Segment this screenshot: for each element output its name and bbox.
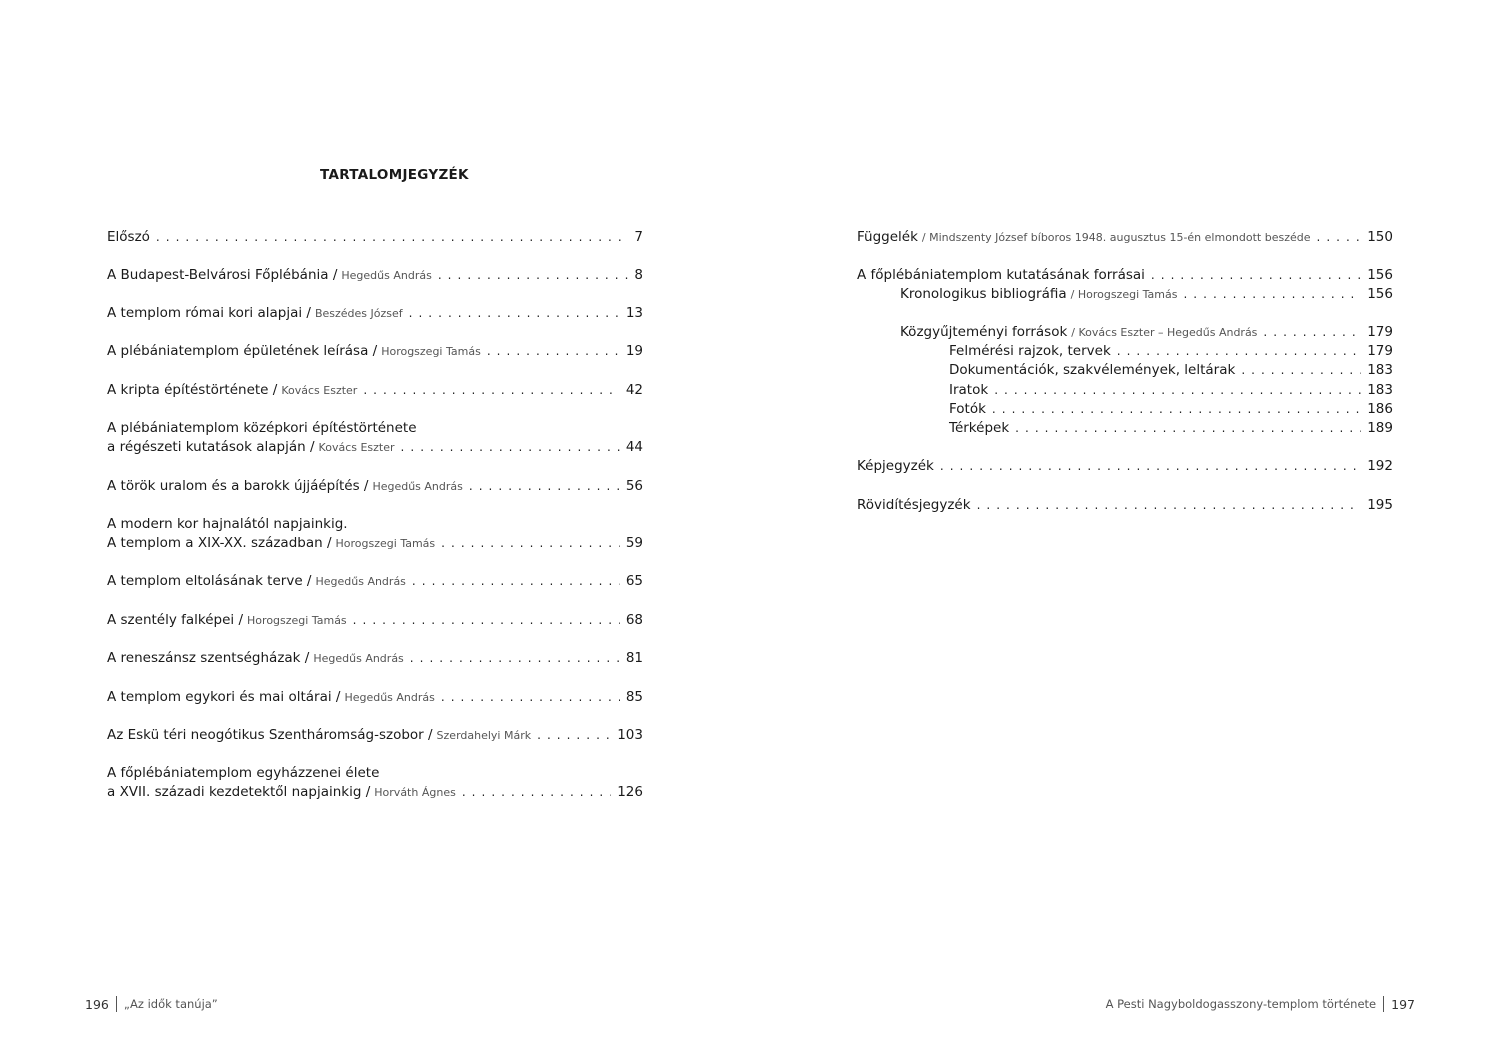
toc-entry bbox=[107, 764, 643, 802]
entry-title: A plébániatemplom épületének leírása / bbox=[107, 343, 378, 359]
entry-title: Az Eskü téri neogótikus Szentháromság-szobor / bbox=[107, 727, 433, 743]
entry-page: 19 bbox=[625, 343, 643, 359]
dot-leader bbox=[353, 611, 620, 630]
footer-divider bbox=[116, 996, 117, 1012]
entry-author: Horogszegi Tamás bbox=[335, 537, 436, 550]
toc-entry bbox=[107, 266, 643, 285]
entry-page: 68 bbox=[625, 612, 643, 628]
toc-subentry bbox=[857, 323, 1393, 342]
running-title: „Az idők tanúja” bbox=[123, 997, 218, 1011]
toc-entry bbox=[107, 419, 643, 457]
toc-entry bbox=[107, 477, 643, 496]
dot-leader bbox=[156, 228, 628, 247]
entry-title: Közgyűjteményi források bbox=[900, 324, 1068, 340]
entry-page: 192 bbox=[1367, 458, 1393, 474]
dot-leader bbox=[487, 342, 620, 361]
entry-title: A főplébániatemplom kutatásának forrásai bbox=[857, 267, 1145, 283]
entry-title: Előszó bbox=[107, 229, 150, 245]
dot-leader bbox=[1263, 323, 1361, 342]
entry-title: Dokumentációk, szakvélemények, leltárak bbox=[949, 362, 1236, 378]
toc-entry bbox=[107, 381, 643, 400]
dot-leader bbox=[1241, 361, 1361, 380]
entry-title-line: A modern kor hajnalától napjainkig. bbox=[107, 516, 348, 532]
dot-leader bbox=[1151, 266, 1361, 285]
toc-heading: TARTALOMJEGYZÉK bbox=[320, 167, 469, 183]
dot-leader bbox=[994, 381, 1361, 400]
entry-title-line: A főplébániatemplom egyházzenei élete bbox=[107, 765, 380, 781]
entry-page: 183 bbox=[1367, 362, 1393, 378]
dot-leader bbox=[1317, 228, 1362, 247]
entry-author: Kovács Eszter bbox=[318, 441, 395, 454]
dot-leader bbox=[977, 496, 1362, 515]
dot-leader bbox=[409, 304, 620, 323]
entry-title: A templom eltolásának terve / bbox=[107, 573, 312, 589]
entry-title: A szentély falképei / bbox=[107, 612, 244, 628]
footer-divider bbox=[1383, 996, 1384, 1012]
entry-page: 8 bbox=[634, 267, 643, 283]
entry-title: A török uralom és a barokk újjáépítés / bbox=[107, 478, 369, 494]
footer-right bbox=[1106, 996, 1415, 1012]
entry-page: 126 bbox=[617, 784, 643, 800]
entry-page: 186 bbox=[1367, 401, 1393, 417]
entry-author: / Horogszegi Tamás bbox=[1070, 288, 1178, 301]
running-title: A Pesti Nagyboldogasszony-templom története bbox=[1105, 997, 1377, 1011]
entry-title: Fotók bbox=[949, 401, 986, 417]
dot-leader bbox=[412, 572, 620, 591]
toc-entry bbox=[107, 515, 643, 553]
dot-leader bbox=[441, 534, 620, 553]
entry-page: 56 bbox=[625, 478, 643, 494]
entry-page: 85 bbox=[625, 689, 643, 705]
entry-title: a XVII. századi kezdetektől napjainkig / bbox=[107, 784, 371, 800]
entry-page: 183 bbox=[1367, 382, 1393, 398]
toc-entry bbox=[857, 228, 1393, 247]
dot-leader bbox=[401, 438, 620, 457]
entry-title: A Budapest-Belvárosi Főplébánia / bbox=[107, 267, 338, 283]
dot-leader bbox=[410, 649, 620, 668]
entry-page: 156 bbox=[1367, 267, 1393, 283]
entry-page: 42 bbox=[625, 382, 643, 398]
dot-leader bbox=[462, 783, 611, 802]
entry-author: Szerdahelyi Márk bbox=[436, 729, 532, 742]
toc-entry bbox=[857, 457, 1393, 476]
toc-entry bbox=[107, 611, 643, 630]
toc-entry bbox=[857, 496, 1393, 515]
entry-page: 150 bbox=[1367, 229, 1393, 245]
entry-title: Rövidítésjegyzék bbox=[857, 497, 971, 513]
toc-subsubentry bbox=[857, 361, 1393, 380]
toc-entry bbox=[107, 342, 643, 361]
page-number: 197 bbox=[1391, 996, 1415, 1012]
entry-title: Felmérési rajzok, tervek bbox=[949, 343, 1111, 359]
entry-page: 65 bbox=[625, 573, 643, 589]
footer-left bbox=[85, 996, 218, 1012]
entry-author: Hegedűs András bbox=[344, 691, 435, 704]
toc-entry bbox=[107, 726, 643, 745]
entry-title: Képjegyzék bbox=[857, 458, 934, 474]
entry-title: A reneszánsz szentségházak / bbox=[107, 650, 310, 666]
entry-author: Hegedűs András bbox=[372, 480, 463, 493]
entry-author: Hegedűs András bbox=[315, 575, 406, 588]
entry-page: 179 bbox=[1367, 324, 1393, 340]
entry-title: A templom római kori alapjai / bbox=[107, 305, 311, 321]
toc-subsubentry bbox=[857, 419, 1393, 438]
toc-subentry bbox=[857, 285, 1393, 304]
toc-subsubentry bbox=[857, 381, 1393, 400]
entry-page: 103 bbox=[617, 727, 643, 743]
dot-leader bbox=[1117, 342, 1361, 361]
entry-author: Kovács Eszter bbox=[281, 384, 358, 397]
entry-title-line: A plébániatemplom középkori építéstörténete bbox=[107, 420, 417, 436]
entry-page: 7 bbox=[634, 229, 643, 245]
entry-page: 59 bbox=[625, 535, 643, 551]
toc-entry bbox=[107, 228, 643, 247]
toc-subsubentry bbox=[857, 400, 1393, 419]
dot-leader bbox=[469, 477, 620, 496]
entry-author: Horváth Ágnes bbox=[374, 786, 456, 799]
entry-author: / Kovács Eszter – Hegedűs András bbox=[1071, 326, 1258, 339]
entry-title: Kronologikus bibliográfia bbox=[900, 286, 1067, 302]
entry-title: Iratok bbox=[949, 382, 989, 398]
entry-title: A templom egykori és mai oltárai / bbox=[107, 689, 341, 705]
entry-page: 179 bbox=[1367, 343, 1393, 359]
dot-leader bbox=[992, 400, 1361, 419]
entry-title: Térképek bbox=[949, 420, 1010, 436]
entry-page: 81 bbox=[625, 650, 643, 666]
entry-page: 195 bbox=[1367, 497, 1393, 513]
toc-entry bbox=[107, 304, 643, 323]
entry-page: 189 bbox=[1367, 420, 1393, 436]
entry-page: 44 bbox=[625, 439, 643, 455]
toc-entry bbox=[107, 688, 643, 707]
entry-author: Horogszegi Tamás bbox=[247, 614, 347, 627]
entry-title: Függelék bbox=[857, 229, 918, 245]
dot-leader bbox=[438, 266, 629, 285]
entry-author: Horogszegi Tamás bbox=[381, 345, 481, 358]
entry-page: 156 bbox=[1367, 286, 1393, 302]
dot-leader bbox=[441, 688, 620, 707]
entry-author: Beszédes József bbox=[314, 307, 403, 320]
entry-author: Hegedűs András bbox=[341, 269, 432, 282]
dot-leader bbox=[940, 457, 1361, 476]
entry-title: a régészeti kutatások alapján / bbox=[107, 439, 315, 455]
entry-title: A templom a XIX-XX. században / bbox=[107, 535, 332, 551]
entry-author: / Mindszenty József bíboros 1948. augusztus 15-én elmondott beszéde bbox=[921, 231, 1311, 244]
entry-page: 13 bbox=[625, 305, 643, 321]
dot-leader bbox=[1015, 419, 1361, 438]
page-number: 196 bbox=[85, 996, 109, 1012]
entry-author: Hegedűs András bbox=[313, 652, 404, 665]
dot-leader bbox=[537, 726, 611, 745]
entry-title: A kripta építéstörténete / bbox=[107, 382, 278, 398]
toc-entry bbox=[107, 649, 643, 668]
toc-entry bbox=[107, 572, 643, 591]
dot-leader bbox=[363, 381, 619, 400]
toc-entry bbox=[857, 266, 1393, 285]
dot-leader bbox=[1183, 285, 1361, 304]
toc-subsubentry bbox=[857, 342, 1393, 361]
